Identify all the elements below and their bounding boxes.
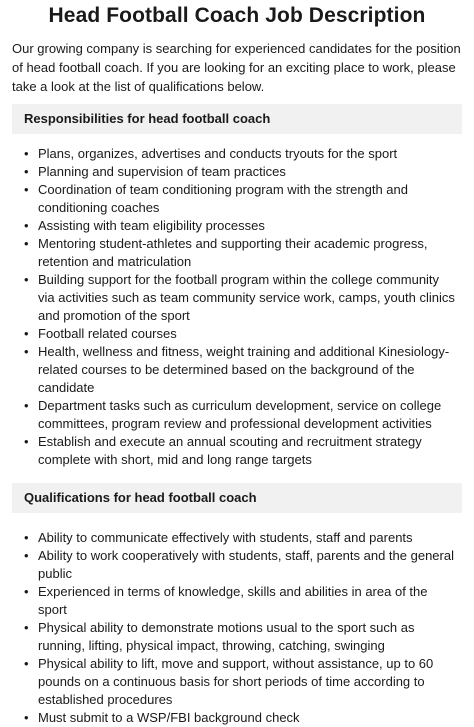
list-item: • Department tasks such as curriculum development, service on college committees, program review and professional development activities: [38, 397, 462, 433]
list-item: • Physical ability to demonstrate motions usual to the sport such as running, lifting, physical impact, throwing, catching, swinging: [38, 619, 462, 655]
list-item: • Experienced in terms of knowledge, skills and abilities in area of the sport: [38, 583, 462, 619]
qualifications-list: [12, 529, 462, 727]
list-item: • Must submit to a WSP/FBI background check: [38, 709, 462, 727]
responsibilities-list: [12, 145, 462, 469]
qualifications-heading: Qualifications for head football coach: [12, 483, 462, 513]
intro-paragraph: Our growing company is searching for experienced candidates for the position of head football coach. If you are looking for an exciting place to work, please take a look at the list of qualifications below.: [12, 41, 461, 94]
list-item: • Plans, organizes, advertises and conducts tryouts for the sport: [38, 145, 462, 163]
list-item: • Mentoring student-athletes and supporting their academic progress, retention and matriculation: [38, 235, 462, 271]
list-item: • Planning and supervision of team practices: [38, 163, 462, 181]
list-item: • Health, wellness and fitness, weight training and additional Kinesiology-related courses to be determined based on the background of the candidate: [38, 343, 462, 397]
list-item: • Establish and execute an annual scouting and recruitment strategy complete with short, mid and long range targets: [38, 433, 462, 469]
list-item: • Ability to communicate effectively with students, staff and parents: [38, 529, 462, 547]
page-title: Head Football Coach Job Description: [48, 4, 426, 27]
list-item: • Coordination of team conditioning program with the strength and conditioning coaches: [38, 181, 462, 217]
responsibilities-heading: Responsibilities for head football coach: [12, 104, 462, 134]
list-item: • Physical ability to lift, move and support, without assistance, up to 60 pounds on a continuous basis for short periods of time according to established procedures: [38, 655, 462, 709]
list-item: • Ability to work cooperatively with students, staff, parents and the general public: [38, 547, 462, 583]
list-item: • Football related courses: [38, 325, 462, 343]
list-item: • Building support for the football program within the college community via activities such as team community service work, camps, youth clinics and promotion of the sport: [38, 271, 462, 325]
list-item: • Assisting with team eligibility processes: [38, 217, 462, 235]
